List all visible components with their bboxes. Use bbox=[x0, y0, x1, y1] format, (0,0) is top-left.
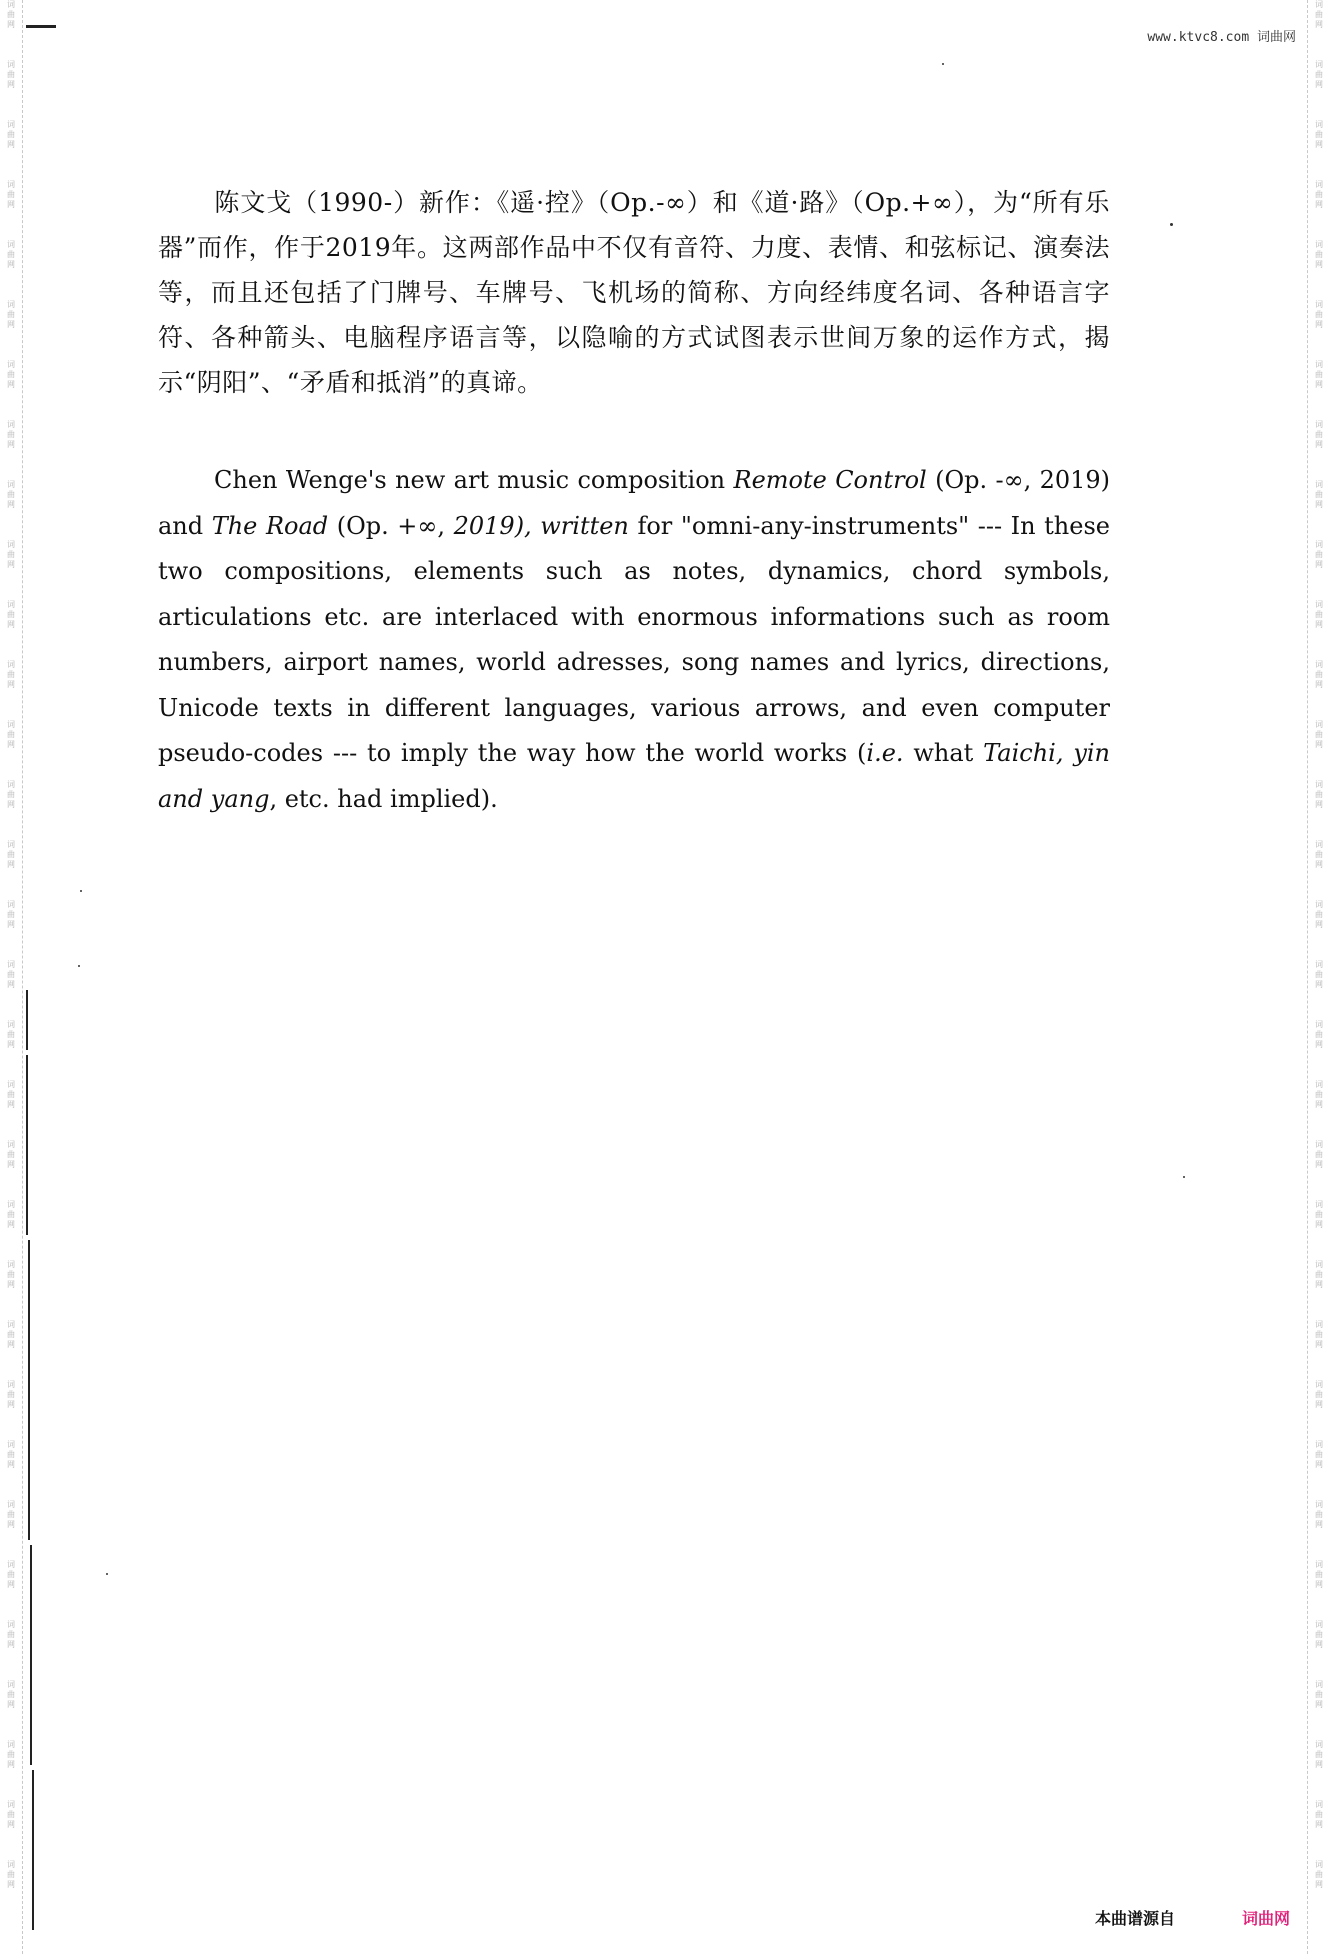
watermark-mark: 词曲网 bbox=[7, 600, 15, 629]
watermark-mark: 词曲网 bbox=[7, 1560, 15, 1589]
watermark-mark: 词曲网 bbox=[1315, 1320, 1323, 1349]
watermark-mark: 词曲网 bbox=[1315, 1260, 1323, 1289]
watermark-mark: 词曲网 bbox=[7, 540, 15, 569]
watermark-mark: 词曲网 bbox=[1315, 1080, 1323, 1109]
watermark-mark: 词曲网 bbox=[1315, 120, 1323, 149]
en-title-remote-control: Remote Control bbox=[733, 466, 927, 494]
watermark-mark: 词曲网 bbox=[1315, 1020, 1323, 1049]
watermark-mark: 词曲网 bbox=[7, 0, 15, 29]
watermark-mark: 词曲网 bbox=[7, 1740, 15, 1769]
watermark-mark: 词曲网 bbox=[7, 1440, 15, 1469]
en-term-taichi: Taichi, yin and yang bbox=[158, 739, 1111, 813]
english-description-paragraph bbox=[158, 458, 1110, 822]
site-name: 词曲网 bbox=[1256, 30, 1296, 45]
watermark-mark: 词曲网 bbox=[7, 1380, 15, 1409]
en-text-5: what bbox=[903, 739, 984, 767]
watermark-mark: 词曲网 bbox=[1315, 1800, 1323, 1829]
footer-source-label: 本曲谱源自 bbox=[1095, 1909, 1176, 1928]
watermark-mark: 词曲网 bbox=[1315, 1380, 1323, 1409]
right-watermark-strip bbox=[1307, 0, 1330, 1954]
watermark-mark: 词曲网 bbox=[7, 120, 15, 149]
watermark-mark: 词曲网 bbox=[7, 1020, 15, 1049]
watermark-mark: 词曲网 bbox=[7, 1080, 15, 1109]
watermark-mark: 词曲网 bbox=[7, 360, 15, 389]
header-site bbox=[1147, 26, 1296, 45]
watermark-mark: 词曲网 bbox=[7, 420, 15, 449]
en-year-written: 2019), written bbox=[453, 511, 629, 540]
scan-edge-line bbox=[28, 1240, 30, 1540]
watermark-mark: 词曲网 bbox=[1315, 1680, 1323, 1709]
watermark-mark: 词曲网 bbox=[1315, 1440, 1323, 1469]
scan-edge-line bbox=[26, 1055, 28, 1235]
watermark-mark: 词曲网 bbox=[1315, 420, 1323, 449]
scan-speck bbox=[1170, 223, 1173, 226]
watermark-mark: 词曲网 bbox=[1315, 1200, 1323, 1229]
watermark-mark: 词曲网 bbox=[1315, 1500, 1323, 1529]
watermark-mark: 词曲网 bbox=[7, 1800, 15, 1829]
watermark-mark: 词曲网 bbox=[7, 240, 15, 269]
watermark-mark: 词曲网 bbox=[7, 300, 15, 329]
site-url[interactable]: www.ktvc8.com bbox=[1147, 30, 1250, 45]
scan-edge-line bbox=[32, 1770, 34, 1930]
watermark-mark: 词曲网 bbox=[1315, 840, 1323, 869]
watermark-mark: 词曲网 bbox=[7, 660, 15, 689]
watermark-mark: 词曲网 bbox=[1315, 0, 1323, 29]
watermark-mark: 词曲网 bbox=[7, 1320, 15, 1349]
chinese-description-text: 陈文戈（1990-）新作：《遥·控》（Op.-∞）和《道·路》（Op.+∞），为“所有乐器”而作，作于2019年。这两部作品中不仅有音符、力度、表情、和弦标记、演奏法等，而且还包括了门牌号、车牌号、飞机场的简称、方向经纬度名词、各种语言字符、各种箭头、电脑程序语言等，以隐喻的方式试图表示世间万象的运作方式，揭示“阴阳”、“矛盾和抵消”的真谛。 bbox=[158, 188, 1110, 397]
watermark-mark: 词曲网 bbox=[1315, 480, 1323, 509]
watermark-mark: 词曲网 bbox=[1315, 300, 1323, 329]
watermark-mark: 词曲网 bbox=[7, 780, 15, 809]
watermark-mark: 词曲网 bbox=[7, 1500, 15, 1529]
watermark-mark: 词曲网 bbox=[1315, 1560, 1323, 1589]
watermark-mark: 词曲网 bbox=[1315, 600, 1323, 629]
watermark-mark: 词曲网 bbox=[1315, 360, 1323, 389]
watermark-mark: 词曲网 bbox=[7, 1620, 15, 1649]
watermark-mark: 词曲网 bbox=[7, 480, 15, 509]
watermark-mark: 词曲网 bbox=[1315, 1620, 1323, 1649]
watermark-mark: 词曲网 bbox=[7, 960, 15, 989]
watermark-mark: 词曲网 bbox=[1315, 60, 1323, 89]
scan-edge-line bbox=[26, 990, 28, 1050]
en-text-3: (Op. +∞, bbox=[328, 511, 454, 540]
watermark-mark: 词曲网 bbox=[1315, 660, 1323, 689]
watermark-mark: 词曲网 bbox=[7, 1140, 15, 1169]
watermark-mark: 词曲网 bbox=[1315, 180, 1323, 209]
en-text-1: Chen Wenge's new art music composition bbox=[214, 466, 734, 494]
watermark-mark: 词曲网 bbox=[7, 1200, 15, 1229]
watermark-mark: 词曲网 bbox=[7, 840, 15, 869]
watermark-mark: 词曲网 bbox=[7, 1260, 15, 1289]
footer-site-link[interactable]: 词曲网 bbox=[1242, 1909, 1291, 1928]
scan-speck bbox=[78, 965, 80, 967]
watermark-mark: 词曲网 bbox=[7, 1860, 15, 1889]
scan-speck bbox=[1183, 1176, 1185, 1178]
watermark-mark: 词曲网 bbox=[1315, 720, 1323, 749]
scan-speck bbox=[106, 1573, 108, 1575]
watermark-mark: 词曲网 bbox=[7, 900, 15, 929]
en-text-4: for "omni-any-instruments" --- In these two compositions, elements such as notes, dynamics, chord symbols, articulations etc. are interlaced with enormous informations such as room numbers, airport names, world adresses, song names and lyrics, directions, Unicode texts in different languages, various arrows, and even computer pseudo-codes --- to imply the way how the world works ( bbox=[158, 511, 1110, 767]
watermark-mark: 词曲网 bbox=[7, 180, 15, 209]
watermark-mark: 词曲网 bbox=[1315, 240, 1323, 269]
en-ie: i.e. bbox=[866, 739, 904, 767]
watermark-mark: 词曲网 bbox=[1315, 900, 1323, 929]
watermark-mark: 词曲网 bbox=[7, 1680, 15, 1709]
scan-speck bbox=[942, 63, 944, 65]
watermark-mark: 词曲网 bbox=[7, 60, 15, 89]
scan-speck bbox=[80, 890, 82, 892]
watermark-mark: 词曲网 bbox=[1315, 540, 1323, 569]
en-text-2: (Op. -∞, 2019) and bbox=[158, 466, 1111, 540]
en-text-6: , etc. had implied). bbox=[269, 784, 498, 813]
watermark-mark: 词曲网 bbox=[1315, 960, 1323, 989]
en-title-the-road: The Road bbox=[211, 511, 329, 540]
scan-edge-line bbox=[30, 1545, 32, 1765]
watermark-mark: 词曲网 bbox=[1315, 1140, 1323, 1169]
watermark-mark: 词曲网 bbox=[7, 720, 15, 749]
top-scan-dash bbox=[26, 25, 56, 28]
watermark-mark: 词曲网 bbox=[1315, 780, 1323, 809]
chinese-description-paragraph bbox=[158, 180, 1110, 405]
watermark-mark: 词曲网 bbox=[1315, 1740, 1323, 1769]
watermark-mark: 词曲网 bbox=[1315, 1860, 1323, 1889]
left-watermark-strip bbox=[0, 0, 23, 1954]
